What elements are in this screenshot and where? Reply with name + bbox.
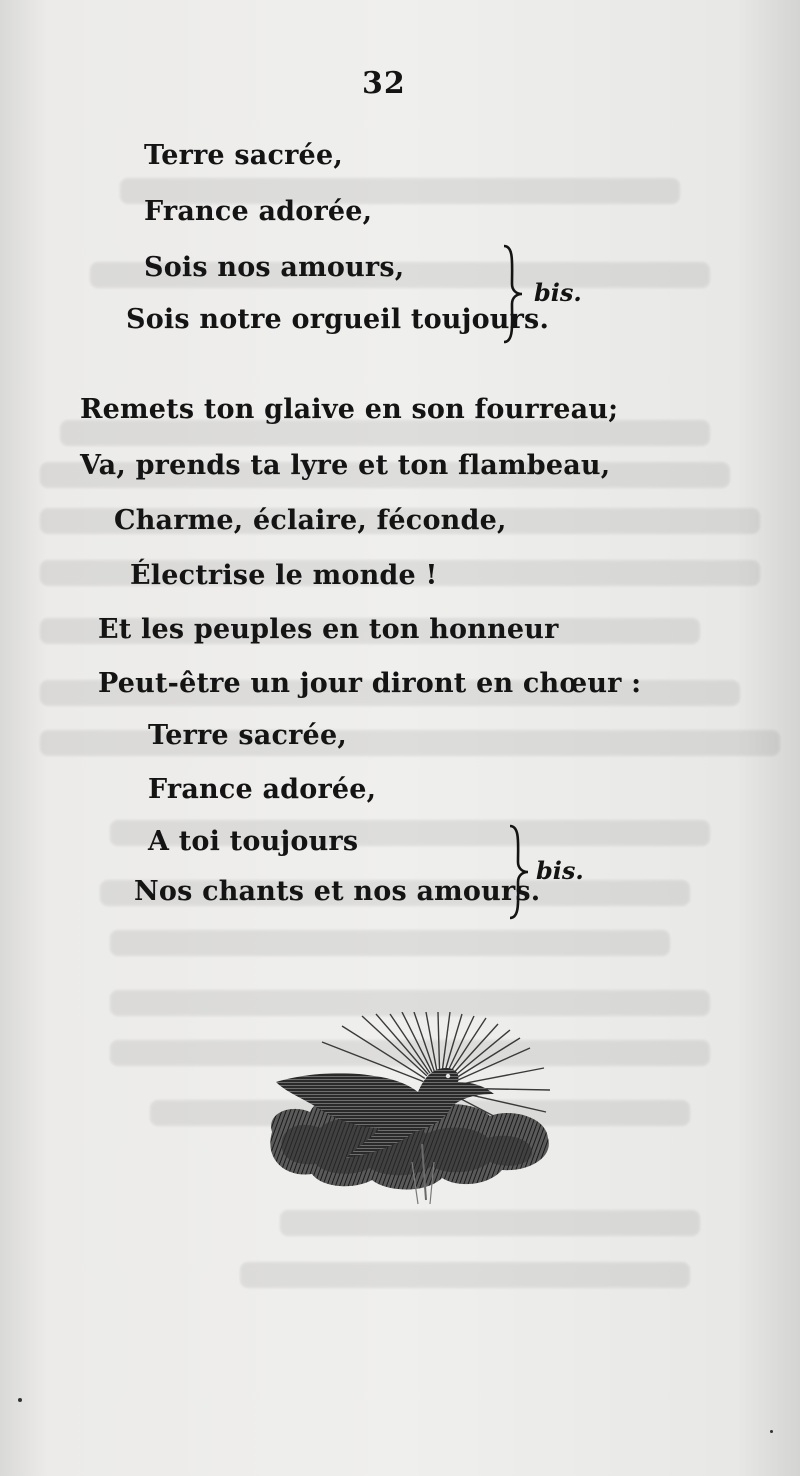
verse-line: Électrise le monde !: [130, 560, 438, 591]
verse-line: France adorée,: [144, 196, 373, 227]
verse-line: Charme, éclaire, féconde,: [114, 505, 507, 536]
right-brace-icon: [506, 824, 532, 920]
verse-line: Peut-être un jour diront en chœur :: [98, 668, 642, 699]
verse-line: Terre sacrée,: [148, 720, 347, 751]
verse-line: A toi toujours: [148, 826, 359, 857]
paper-speck: [770, 1430, 773, 1433]
repeat-mark: bis.: [536, 856, 584, 885]
verse-line: Va, prends ta lyre et ton flambeau,: [80, 450, 611, 481]
right-brace-icon: [500, 244, 526, 344]
eagle-sunburst-vignette-icon: [262, 1012, 554, 1208]
page-number: 32: [362, 66, 406, 101]
verse-line: Terre sacrée,: [144, 140, 343, 171]
verse-line: Sois nos amours,: [144, 252, 405, 283]
verse-line: Et les peuples en ton honneur: [98, 614, 559, 645]
verse-line: Sois notre orgueil toujours.: [126, 304, 550, 335]
paper-speck: [18, 1398, 22, 1402]
verse-line: France adorée,: [148, 774, 377, 805]
repeat-mark: bis.: [534, 278, 582, 307]
verse-line: Nos chants et nos amours.: [134, 876, 541, 907]
verse-line: Remets ton glaive en son fourreau;: [80, 394, 619, 425]
